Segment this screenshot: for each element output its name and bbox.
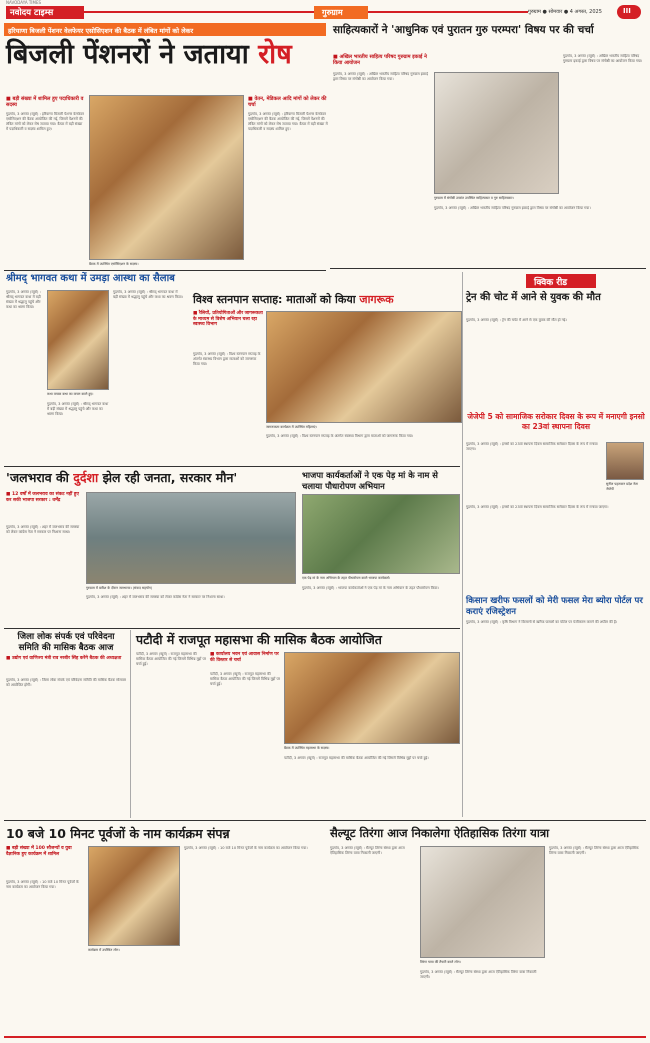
bjp-tree-caption: एक पेड़ मां के नाम अभियान के तहत पौधारोपण करते भाजपा कार्यकर्ता। (302, 576, 391, 580)
jalbharav-photo (86, 492, 296, 584)
tiranga-caption: तिरंगा यात्रा की तैयारी करते लोग। (420, 960, 461, 964)
sahitya-sub: ■ अखिल भारतीय साहित्य परिषद गुरुग्राम इकाई ने किया आयोजन (333, 54, 429, 66)
divider (4, 820, 646, 821)
jalbharav-headline-part2: दुर्दशा (73, 470, 99, 485)
tiranga-headline: सैल्यूट तिरंगा आज निकालेगा ऐतिहासिक तिरंगा यात्रा (330, 826, 550, 840)
crime-item2-photo-caption: सुनील पहलवान प्रदेश नेता जेजेपी (606, 482, 638, 491)
bjp-tree-headline: भाजपा कार्यकर्ताओं ने एक पेड़ मां के नाम से चलाया पौधारोपण अभियान (302, 470, 438, 491)
crime-item3-headline: किसान खरीफ फसलों को मेरी फसल मेरा ब्योरा पोर्टल पर कराएं रजिस्ट्रेशन (466, 596, 643, 617)
pataudi-photo (284, 652, 460, 744)
sahitya-body-right: गुड़गांव, 3 अगस्त (ब्यूरो) : अखिल भारतीय साहित्य परिषद गुरुग्राम इकाई द्वारा विषय पर संगोष्ठी का आयोजन किया गया। (563, 54, 643, 63)
tiranga-body-left: गुड़गांव, 3 अगस्त (ब्यूरो) : सैल्यूट तिरंगा संस्था द्वारा आज ऐतिहासिक तिरंगा यात्रा निकाली जाएगी। (330, 846, 405, 855)
column-divider (462, 272, 463, 817)
tiranga-photo (420, 846, 545, 958)
sahitya-caption: गुरुग्राम में संगोष्ठी उपरांत उपस्थित साहित्यकार व गुरु साहित्यकार। (434, 196, 514, 200)
lead-caption: बैठक में उपस्थित एसोसिएशन के सदस्य। (89, 262, 139, 266)
purvaj-sub: ■ बड़ी संख्या में 100 सौजन्यों व युवा वैज्ञानिक हुए कार्यक्रम में शामिल (6, 846, 84, 857)
masthead (0, 0, 650, 20)
masthead-rule (84, 11, 314, 13)
crime-item2-photo (606, 442, 644, 480)
lead-body-right: गुड़गांव, 3 अगस्त (ब्यूरो) : हरियाणा बिजली पेंशनर वेलफेयर एसोसिएशन की बैठक आयोजित की गई, जिसमें पेंशनरों की लंबित मांगों को लेकर रोष जताया गया। बैठक में बड़ी संख्या में पदाधिकारी व सदस्य शामिल हुए। (248, 112, 328, 131)
lead-sub2: ■ वेतन, मेडिकल आदि मांगों को लेकर की चर्चा (248, 96, 328, 108)
bjp-tree-body: गुड़गांव, 3 अगस्त (ब्यूरो) : भाजपा कार्यकर्ताओं ने एक पेड़ मां के नाम अभियान के तहत पौधारोपण किया। (302, 586, 439, 590)
quick-read-label: क्विक रीड (534, 278, 568, 288)
sahitya-photo (434, 72, 559, 194)
bhagwat-headline: श्रीमद् भागवत कथा में उमड़ा आस्था का सैलाब (6, 273, 175, 284)
dateline: गुरुग्राम ● सोमवार ● 4 अगस्त, 2025 (528, 9, 602, 15)
stanpan-body-bottom: गुड़गांव, 3 अगस्त (ब्यूरो) : विश्व स्तनपान सप्ताह के अंतर्गत स्वास्थ्य विभाग द्वारा माताओं को जागरूक किया गया। (266, 434, 414, 438)
stanpan-headline (193, 293, 453, 306)
divider (4, 628, 460, 629)
sahitya-body-left: गुड़गांव, 3 अगस्त (ब्यूरो) : अखिल भारतीय साहित्य परिषद गुरुग्राम इकाई द्वारा विषय पर संगोष्ठी का आयोजन किया गया। (333, 72, 428, 81)
pataudi-body-middle: पटौदी, 3 अगस्त (ब्यूरो) : राजपूत महासभा की मासिक बैठक आयोजित की गई जिसमें विभिन्न मुद्दों पर चर्चा हुई। (210, 672, 280, 686)
stanpan-photo (266, 311, 462, 423)
masthead-rule-right (368, 11, 528, 13)
samiti-body: गुड़गांव, 3 अगस्त (ब्यूरो) : जिला लोक संपर्क एवं परिवेदना समिति की मासिक बैठक सोमवार को आयोजित होगी। (6, 678, 126, 687)
tiranga-body-bottom: गुड़गांव, 3 अगस्त (ब्यूरो) : सैल्यूट तिरंगा संस्था द्वारा आज ऐतिहासिक तिरंगा यात्रा निकाली जाएगी। (420, 970, 537, 979)
stanpan-body-top: गुड़गांव, 3 अगस्त (ब्यूरो) : विश्व स्तनपान सप्ताह के अंतर्गत स्वास्थ्य विभाग द्वारा माताओं को जागरूक किया गया। (193, 352, 261, 366)
purvaj-headline: 10 बजे 10 मिनट पूर्वजों के नाम कार्यक्रम संपन्न (6, 826, 230, 841)
stanpan-caption: जागरूकता कार्यक्रम में उपस्थित महिलाएं। (266, 425, 317, 429)
stanpan-sub: ■ रैलियों, प्रतियोगिताओं और जागरूकता के माध्यम से विशेष अभियान चला रहा स्वास्थ्य विभाग (193, 311, 263, 328)
purvaj-photo (88, 846, 180, 946)
jalbharav-headline (6, 470, 296, 485)
section-name: गुरुग्राम (322, 8, 343, 17)
footer-rule (4, 1036, 646, 1038)
bhagwat-caption: कथा वाचक कथा का वाचन करते हुए। (47, 392, 94, 396)
page-number: III (623, 7, 631, 15)
jalbharav-body-left: गुड़गांव, 3 अगस्त (ब्यूरो) : शहर में जलभराव की समस्या को लेकर कांग्रेस नेता ने सरकार पर निशाना साधा। (6, 525, 80, 534)
lead-sub1: ■ बड़ी संख्या में शामिल हुए पदाधिकारी व सदस्य (6, 96, 86, 108)
crime-item1-body: गुड़गांव, 3 अगस्त (ब्यूरो) : ट्रेन की चपेट में आने से एक युवक की मौत हो गई। (466, 318, 567, 322)
pataudi-sub: ■ कार्यालय भवन एवं आवास निर्माण पर की विस्तार से चर्चा (210, 652, 280, 663)
lead-body-left: गुड़गांव, 3 अगस्त (ब्यूरो) : हरियाणा बिजली पेंशनर वेलफेयर एसोसिएशन की बैठक आयोजित की गई, जिसमें पेंशनरों की लंबित मांगों को लेकर रोष जताया गया। बैठक में बड़ी संख्या में पदाधिकारी व सदस्य शामिल हुए। (6, 112, 84, 131)
bhagwat-body-left: गुड़गांव, 3 अगस्त (ब्यूरो) : श्रीमद् भागवत कथा में बड़ी संख्या में श्रद्धालु पहुंचे और कथा का श्रवण किया। (6, 290, 41, 309)
paper-name: नवोदय टाइम्स (10, 8, 54, 18)
bhagwat-body-right: गुड़गांव, 3 अगस्त (ब्यूरो) : श्रीमद् भागवत कथा में बड़ी संख्या में श्रद्धालु पहुंचे और कथा का श्रवण किया। (113, 290, 183, 299)
jalbharav-caption: गुरुग्राम में बारिश के दौरान जलभराव। (संवाद सहयोग) (86, 586, 153, 590)
divider (4, 270, 326, 271)
divider (330, 268, 646, 269)
samiti-sub: ■ उद्योग एवं वाणिज्य मंत्री राव नरबीर सिंह करेंगे बैठक की अध्यक्षता (6, 656, 126, 662)
crime-item3-body: गुड़गांव, 3 अगस्त (ब्यूरो) : कृषि विभाग ने किसानों से खरीफ फसलों का पोर्टल पर पंजीकरण कराने की अपील की है। (466, 620, 618, 624)
lead-kicker: हरियाणा बिजली पेंशनर वेलफेयर एसोसिएशन की बैठक में लंबित मांगों को लेकर (8, 27, 194, 35)
lead-photo (89, 95, 244, 260)
jalbharav-body-bottom: गुड़गांव, 3 अगस्त (ब्यूरो) : शहर में जलभराव की समस्या को लेकर कांग्रेस नेता ने सरकार पर निशाना साधा। (86, 595, 225, 599)
purvaj-body-right: गुड़गांव, 3 अगस्त (ब्यूरो) : 10 बजे 10 मिनट पूर्वजों के नाम कार्यक्रम का आयोजन किया गया। (184, 846, 308, 850)
sahitya-body-bottom: गुड़गांव, 3 अगस्त (ब्यूरो) : अखिल भारतीय साहित्य परिषद गुरुग्राम इकाई द्वारा विषय पर संगोष्ठी का आयोजन किया गया। (434, 206, 591, 210)
divider (4, 466, 460, 467)
stanpan-headline-part1: विश्व स्तनपान सप्ताह: माताओं को किया (193, 293, 356, 306)
crime-item2-headline: जेजेपी 5 को सामाजिक सरोकार दिवस के रूप में मनाएगी इनसो का 23वां स्थापना दिवस (467, 412, 645, 431)
tiranga-body-right: गुड़गांव, 3 अगस्त (ब्यूरो) : सैल्यूट तिरंगा संस्था द्वारा आज ऐतिहासिक तिरंगा यात्रा निकाली जाएगी। (549, 846, 639, 855)
bhagwat-body-bottom: गुड़गांव, 3 अगस्त (ब्यूरो) : श्रीमद् भागवत कथा में बड़ी संख्या में श्रद्धालु पहुंचे और कथा का श्रवण किया। (47, 402, 109, 416)
pataudi-headline: पटौदी में राजपूत महासभा की मासिक बैठक आयोजित (136, 632, 382, 647)
jalbharav-headline-part1: 'जलभराव की (6, 470, 69, 485)
corner-tag: NAVODAYA TIMES (6, 0, 42, 5)
pataudi-caption: बैठक में उपस्थित महासभा के सदस्य। (284, 746, 330, 750)
pataudi-body-right: पटौदी, 3 अगस्त (ब्यूरो) : राजपूत महासभा की मासिक बैठक आयोजित की गई जिसमें विभिन्न मुद्दों पर चर्चा हुई। (284, 756, 429, 760)
pataudi-body-left: पटौदी, 3 अगस्त (ब्यूरो) : राजपूत महासभा की मासिक बैठक आयोजित की गई जिसमें विभिन्न मुद्दों पर चर्चा हुई। (136, 652, 206, 666)
sahitya-headline: साहित्यकारों ने 'आधुनिक एवं पुरातन गुरु परम्परा' विषय पर की चर्चा (333, 24, 594, 36)
jalbharav-sub: ■ 12 वर्षों में जलभराव का संकट नहीं हुए कर सकी भाजपा सरकार : धर्मेंद्र (6, 492, 81, 503)
purvaj-body-left: गुड़गांव, 3 अगस्त (ब्यूरो) : 10 बजे 10 मिनट पूर्वजों के नाम कार्यक्रम का आयोजन किया गया। (6, 880, 79, 889)
stanpan-headline-part2: जागरूक (359, 293, 394, 306)
lead-headline-part2: रोष (258, 39, 292, 70)
purvaj-caption: कार्यक्रम में उपस्थित लोग। (88, 948, 120, 952)
crime-item1-headline: ट्रेन की चोट में आने से युवक की मौत (466, 292, 601, 303)
lead-headline-part1: बिजली पेंशनरों ने जताया (6, 39, 249, 70)
samiti-headline: जिला लोक संपर्क एवं परिवेदना समिति की मासिक बैठक आज (17, 632, 115, 653)
bjp-tree-photo (302, 494, 460, 574)
column-divider (130, 630, 131, 818)
crime-item2-body: गुड़गांव, 3 अगस्त (ब्यूरो) : इनसो का 23वां स्थापना दिवस सामाजिक सरोकार दिवस के रूप में मनाया जाएगा। (466, 442, 598, 451)
bhagwat-photo (47, 290, 109, 390)
lead-headline (6, 39, 292, 71)
jalbharav-headline-part3: झेल रही जनता, सरकार मौन' (102, 470, 238, 485)
crime-item2-body-continued: गुड़गांव, 3 अगस्त (ब्यूरो) : इनसो का 23वां स्थापना दिवस सामाजिक सरोकार दिवस के रूप में मनाया जाएगा। (466, 505, 609, 509)
